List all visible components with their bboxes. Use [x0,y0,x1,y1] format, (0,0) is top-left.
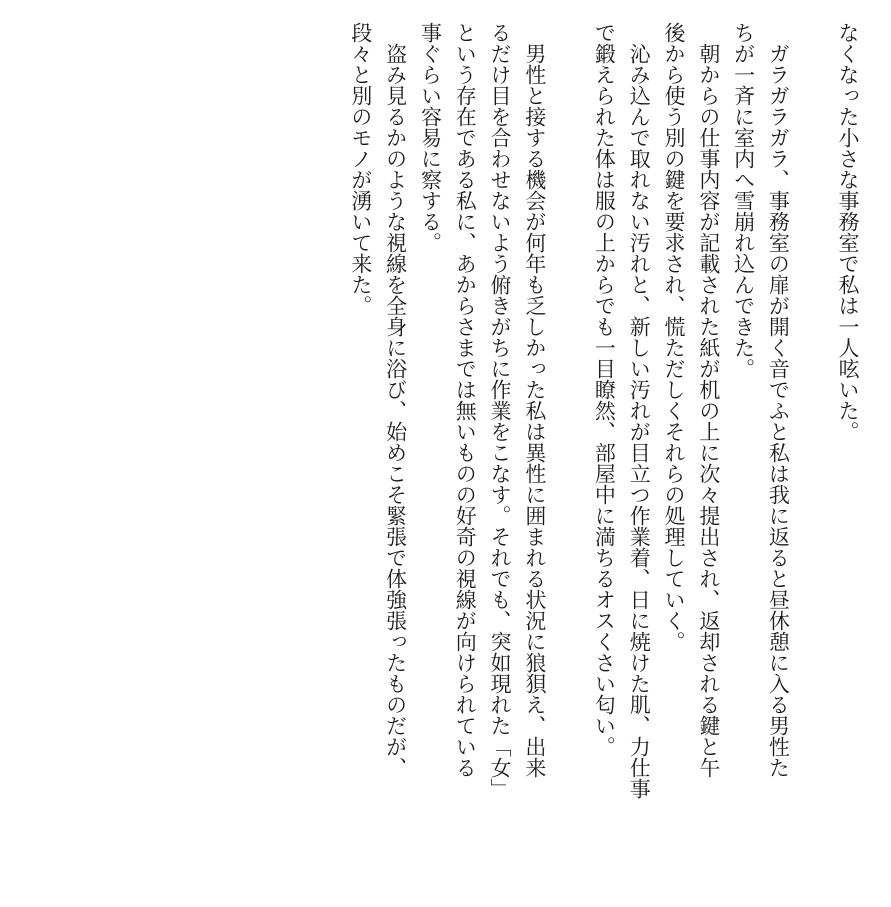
text-line: るだけ目を合わせないよう俯きがちに作業をこなす。それでも、突如現れた「女」 [488,22,513,799]
vertical-text-body [343,22,865,892]
paragraph-gap [795,22,830,892]
paragraph-gap [552,22,587,892]
text-line: という存在である私に、あからさまでは無いものの好奇の視線が向けられている [453,22,478,778]
text-line: 沁み込んで取れない汚れと、新しい汚れが目立つ作業着、日に焼けた肌、力仕事 [627,22,652,799]
text-line: で鍛えられた体は服の上からでも一目瞭然、部屋中に満ちるオスくさい匂い。 [592,22,617,757]
text-line: 盗み見るかのような視線を全身に浴び、始めこそ緊張で体強張ったものだが、 [383,22,408,778]
text-line: 朝からの仕事内容が記載された紙が机の上に次々提出され、返却される鍵と午 [696,22,721,778]
text-line: 事ぐらい容易に察する。 [418,22,443,253]
text-line: 後から使う別の鍵を要求され、慌ただしくそれらの処理していく。 [662,22,687,652]
text-line: 男性と接する機会が何年も乏しかった私は異性に囲まれる状況に狼狽え、出来 [522,22,547,778]
text-line: ちが一斉に室内へ雪崩れ込んできた。 [731,22,756,379]
text-line: 段々と別のモノが湧いて来た。 [348,22,373,316]
text-line: なくなった小さな事務室で私は一人呟いた。 [836,22,860,442]
text-line: ガラガラガラ、事務室の扉が開く音でふと私は我に返ると昼休憩に入る男性た [766,22,791,778]
